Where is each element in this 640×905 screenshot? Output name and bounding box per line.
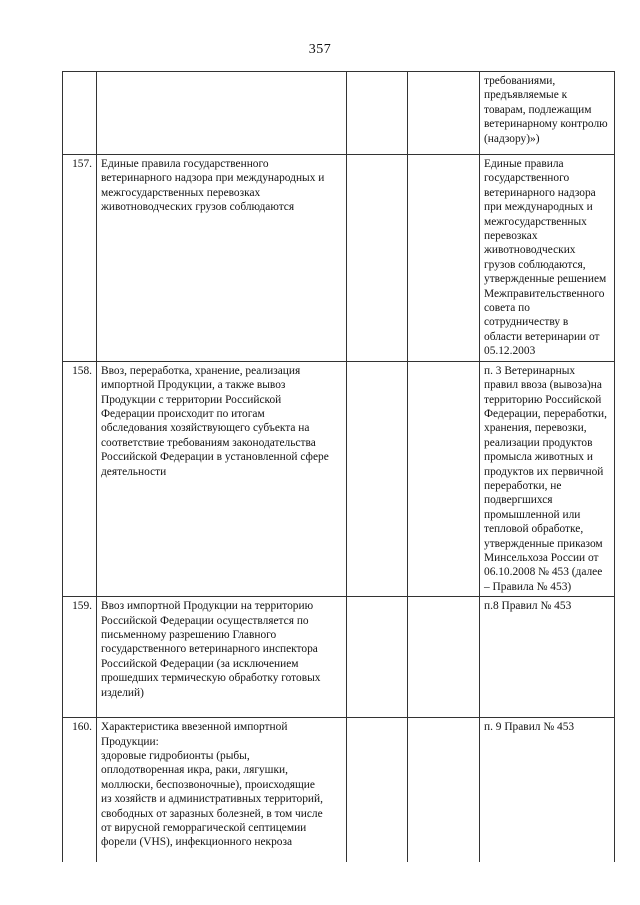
table-row (63, 597, 615, 718)
requirements-table (62, 71, 615, 862)
row-number: 158. (63, 361, 97, 597)
reference-text: п.8 Правил № 453 (480, 597, 615, 718)
row-number: 157. (63, 155, 97, 362)
table-row (63, 718, 615, 863)
empty-cell (408, 718, 480, 863)
empty-cell (408, 361, 480, 597)
row-number: 160. (63, 718, 97, 863)
requirement-text: Ввоз импортной Продукции на территорию Российской Федерации осуществляется по письменному разрешению Главного государственного ветеринарного инспектора Российской Федерации (за исключением прошедших термическую обработку готовых изделий) (97, 597, 347, 718)
empty-cell (347, 155, 408, 362)
reference-text: требованиями, предъявляемые к товарам, подлежащим ветеринарному контролю (надзору)») (480, 72, 615, 155)
requirement-text (97, 72, 347, 155)
empty-cell (408, 72, 480, 155)
requirement-text: Характеристика ввезенной импортной Продукции: здоровые гидробионты (рыбы, оплодотворенная икра, раки, лягушки, моллюски, беспозвоночные), происходящие из хозяйств и административных территорий, свободных от заразных болезней, в том числе от вирусной геморрагической септицемии форели (VHS), инфекционного некроза (97, 718, 347, 863)
empty-cell (347, 718, 408, 863)
empty-cell (347, 597, 408, 718)
row-number (63, 72, 97, 155)
requirement-text: Ввоз, переработка, хранение, реализация импортной Продукции, а также вывоз Продукции с территории Российской Федерации происходит по итогам обследования хозяйствующего субъекта на соответствие требованиям законодательства Российской Федерации в установленной сфере деятельности (97, 361, 347, 597)
table-row (63, 155, 615, 362)
empty-cell (408, 155, 480, 362)
row-number: 159. (63, 597, 97, 718)
reference-text: п. 3 Ветеринарных правил ввоза (вывоза)на территорию Российской Федерации, переработки, хранения, перевозки, реализации продуктов промысла животных и продуктов их первичной переработки, не подвергшихся промышленной или тепловой обработке, утвержденные приказом Минсельхоза России от 06.10.2008 № 453 (далее – Правила № 453) (480, 361, 615, 597)
empty-cell (408, 597, 480, 718)
requirement-text: Единые правила государственного ветеринарного надзора при международных и межгосударственных перевозках животноводческих грузов соблюдаются (97, 155, 347, 362)
reference-text: п. 9 Правил № 453 (480, 718, 615, 863)
reference-text: Единые правила государственного ветеринарного надзора при международных и межгосударственных перевозках животноводческих грузов соблюдаются, утвержденные решением Межправительственного совета по сотрудничеству в области ветеринарии от 05.12.2003 (480, 155, 615, 362)
table-row (63, 361, 615, 597)
page-number: 357 (308, 42, 332, 57)
empty-cell (347, 72, 408, 155)
empty-cell (347, 361, 408, 597)
table-row (63, 72, 615, 155)
